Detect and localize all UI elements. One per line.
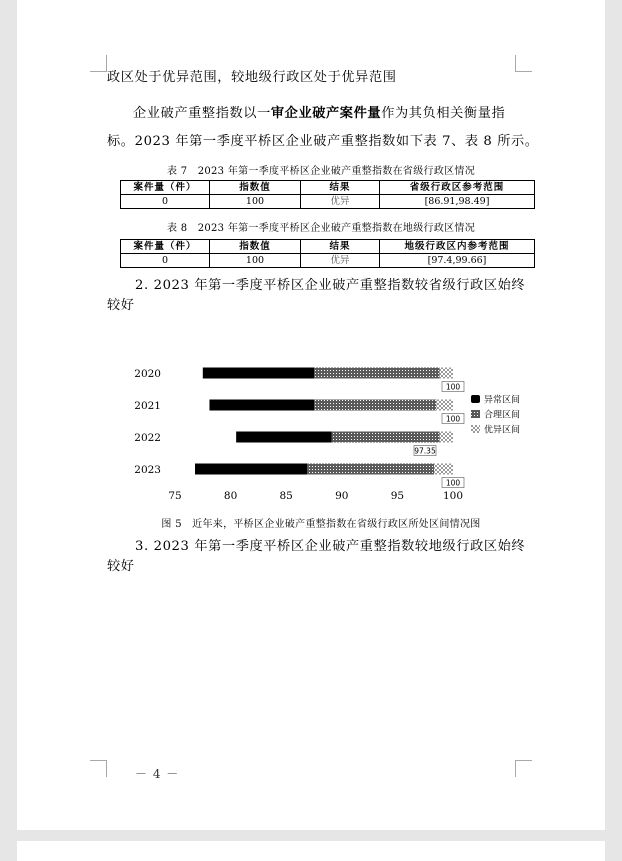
bar-2022-0 (236, 432, 332, 443)
legend-label: 优异区间 (484, 425, 521, 436)
x-tick-label: 80 (223, 490, 238, 502)
page-number: － 4 － (135, 767, 180, 781)
y-tick-label: 2020 (134, 368, 161, 380)
chart-legend (471, 394, 520, 436)
legend-swatch (471, 410, 480, 418)
table8 (120, 239, 535, 268)
bar-2020-2 (440, 368, 453, 379)
legend-swatch (471, 425, 480, 433)
chart-x-tick-labels (168, 490, 463, 502)
data-label: 100 (445, 382, 461, 392)
bar-2023-2 (434, 464, 453, 475)
x-tick-label: 85 (279, 490, 293, 502)
table7-cell-range: [86.91,98.49] (380, 195, 535, 209)
crop-mark-bottom-right (515, 760, 532, 777)
figure5-chart (117, 355, 547, 505)
y-tick-label: 2022 (134, 432, 161, 444)
table7-cell-index: 100 (210, 195, 301, 209)
table7-cell-cases: 0 (121, 195, 210, 209)
section-2-heading-line2: 较好 (107, 298, 135, 313)
table-row (121, 195, 535, 209)
table8-cell-result: 优异 (301, 254, 380, 268)
y-tick-label: 2021 (134, 400, 161, 412)
table-row (121, 254, 535, 268)
table8-header-result: 结果 (301, 240, 380, 254)
data-label: 100 (445, 414, 461, 424)
bar-2021-0 (209, 400, 314, 411)
section-3-heading: 3. 2023 年第一季度平桥区企业破产重整指数较地级行政区始终 (135, 539, 526, 554)
paragraph-index-intro (107, 102, 537, 126)
table7-caption: 表 7 2023 年第一季度平桥区企业破产重整指数在省级行政区情况 (166, 166, 476, 177)
table7-header-row (121, 181, 535, 195)
chart-bars (195, 368, 453, 475)
bar-2020-1 (314, 368, 440, 379)
section-2-heading: 2. 2023 年第一季度平桥区企业破产重整指数较省级行政区始终 (135, 278, 526, 293)
bar-2021-2 (436, 400, 453, 411)
table8-cell-range: [97.4,99.66] (380, 254, 535, 268)
bar-2020-0 (203, 368, 314, 379)
section-3-heading-line2: 较好 (107, 559, 135, 574)
x-tick-label: 75 (168, 490, 182, 502)
data-label: 97.35 (414, 446, 436, 456)
chart-y-tick-labels (134, 368, 161, 476)
crop-mark-bottom-left (90, 760, 107, 777)
table8-caption: 表 8 2023 年第一季度平桥区企业破产重整指数在地级行政区情况 (166, 223, 476, 234)
x-tick-label: 90 (335, 490, 349, 502)
figure5-caption: 图 5 近年来，平桥区企业破产重整指数在省级行政区所处区间情况图 (161, 519, 481, 530)
table7-header-cases: 案件量（件） (121, 181, 210, 195)
table7 (120, 180, 535, 209)
x-tick-label: 100 (442, 490, 464, 502)
document-page (17, 0, 605, 830)
table7-header-result: 结果 (301, 181, 380, 195)
legend-label: 合理区间 (484, 410, 521, 421)
crop-mark-top-left (90, 55, 107, 72)
legend-label: 异常区间 (484, 395, 521, 406)
bar-2022-2 (440, 432, 453, 443)
bar-2023-0 (195, 464, 307, 475)
x-tick-label: 95 (390, 490, 405, 502)
paragraph-index-intro-c: 作为其负相关衡量指 (381, 106, 506, 121)
table8-header-cases: 案件量（件） (121, 240, 210, 254)
bar-2021-1 (314, 400, 436, 411)
data-label: 100 (445, 478, 461, 488)
legend-swatch (471, 395, 480, 403)
paragraph-index-intro-bold: 审企业破产案件量 (270, 106, 382, 121)
paragraph-continuation: 政区处于优异范围，较地级行政区处于优异范围 (107, 70, 397, 85)
bar-2023-1 (307, 464, 434, 475)
table8-header-range: 地级行政区内参考范围 (380, 240, 535, 254)
table8-header-index: 指数值 (210, 240, 301, 254)
table7-header-range: 省级行政区参考范围 (380, 181, 535, 195)
y-tick-label: 2023 (134, 464, 161, 476)
paragraph-index-intro-line2: 标。2023 年第一季度平桥区企业破产重整指数如下表 7、表 8 所示。 (107, 134, 539, 149)
table8-header-row (121, 240, 535, 254)
bar-2022-1 (332, 432, 440, 443)
table7-cell-result: 优异 (301, 195, 380, 209)
table8-cell-cases: 0 (121, 254, 210, 268)
next-document-page (17, 841, 605, 861)
table8-cell-index: 100 (210, 254, 301, 268)
table7-header-index: 指数值 (210, 181, 301, 195)
paragraph-index-intro-a: 企业破产重整指数以一 (133, 106, 271, 121)
